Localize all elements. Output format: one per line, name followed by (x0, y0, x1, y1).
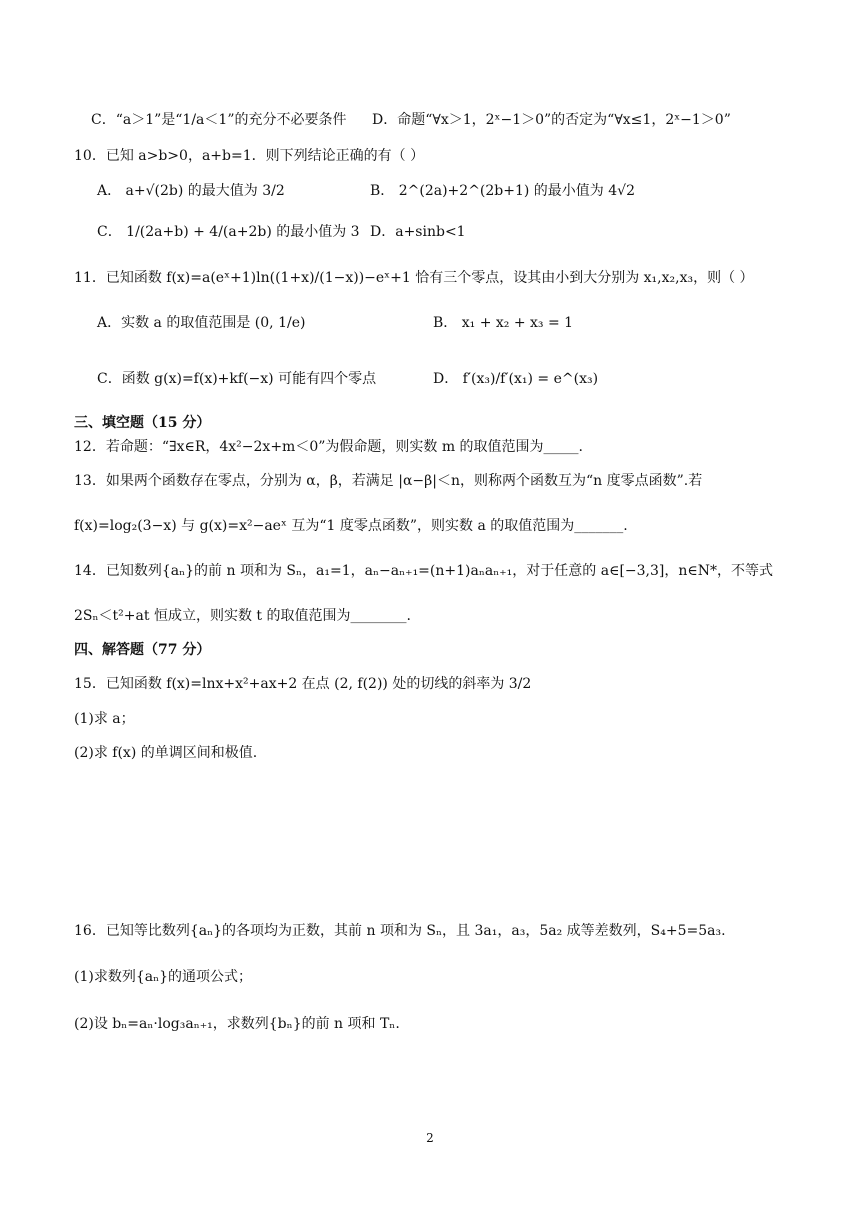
q16-part1: (1)求数列{aₙ}的通项公式； (74, 969, 253, 985)
q13-line2: f(x)=log₂(3−x) 与 g(x)=x²−aeˣ 互为“1 度零点函数”，则实数 a 的取值范围为_______. (74, 518, 628, 534)
page-number: 2 (426, 1131, 434, 1145)
q14-line2: 2Sₙ＜t²+at 恒成立，则实数 t 的取值范围为________. (74, 608, 411, 624)
q11-option-d: D． f′(x₃)/f′(x₁) = e^(x₃) (433, 371, 599, 387)
q10-option-d: D．a+sinb<1 (370, 224, 466, 240)
q12: 12．若命题：“∃x∈R，4x²−2x+m＜0”为假命题，则实数 m 的取值范围为_____. (74, 439, 584, 455)
q9-option-c: C．“a＞1”是“1/a＜1”的充分不必要条件 (91, 112, 347, 128)
q16-stem: 16．已知等比数列{aₙ}的各项均为正数，其前 n 项和为 Sₙ，且 3a₁，a₃，5a₂ 成等差数列，S₄+5=5a₃. (74, 923, 726, 939)
q15-stem: 15．已知函数 f(x)=lnx+x²+ax+2 在点 (2, f(2)) 处的切线的斜率为 3/2 (74, 676, 532, 692)
section-fill-blank-title: 三、填空题（15 分） (74, 415, 211, 431)
q16-part2: (2)设 bₙ=aₙ·log₃aₙ₊₁，求数列{bₙ}的前 n 项和 Tₙ. (74, 1016, 400, 1032)
q10-option-b: B． 2^(2a)+2^(2b+1) 的最小值为 4√2 (370, 183, 635, 199)
section-answer-title: 四、解答题（77 分） (74, 642, 211, 658)
q10-stem: 10．已知 a>b>0，a+b=1．则下列结论正确的有（ ） (74, 148, 425, 164)
q10-option-c: C． 1/(2a+b) + 4/(a+2b) 的最小值为 3 (97, 224, 360, 240)
q11-option-b: B． x₁ + x₂ + x₃ = 1 (433, 315, 574, 331)
q11-option-c: C．函数 g(x)=f(x)+kf(−x) 可能有四个零点 (97, 371, 377, 387)
q10-option-a: A． a+√(2b) 的最大值为 3/2 (97, 183, 285, 199)
q15-part2: (2)求 f(x) 的单调区间和极值. (74, 745, 258, 761)
q14-line1: 14．已知数列{aₙ}的前 n 项和为 Sₙ，a₁=1，aₙ−aₙ₊₁=(n+1)aₙaₙ₊₁，对于任意的 a∈[−3,3]，n∈N*，不等式 (74, 563, 774, 579)
q11-option-a: A．实数 a 的取值范围是 (0, 1/e) (97, 315, 306, 331)
q13-line1: 13．如果两个函数存在零点，分别为 α，β，若满足 |α−β|＜n，则称两个函数互为“n 度零点函数”.若 (74, 473, 703, 489)
q9-option-d: D．命题“∀x＞1，2ˣ−1＞0”的否定为“∀x≤1，2ˣ−1＞0” (372, 112, 731, 128)
q11-stem: 11．已知函数 f(x)=a(eˣ+1)ln((1+x)/(1−x))−eˣ+1 恰有三个零点，设其由小到大分别为 x₁,x₂,x₃，则（ ） (74, 270, 754, 286)
q15-part1: (1)求 a； (74, 711, 135, 727)
